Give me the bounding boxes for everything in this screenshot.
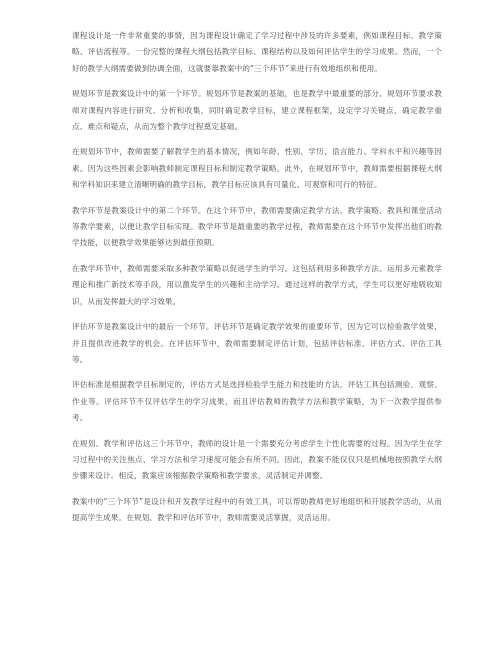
paragraph: 在教学环节中，教师需要采取多种教学策略以促进学生的学习。这包括利用多种教学方法、运用多元素教学理论和推广新技术等手段，用以激发学生的兴趣和主动学习。通过这样的教学方式，学生可以更好地吸收知识，从而发挥最大的学习效果。: [72, 263, 442, 306]
paragraph: 规划环节是教案设计中的第一个环节。规划环节是教案的基础，也是教学中最重要的部分。规划环节要求教师对课程内容进行研究、分析和收集，同时确定教学目标，建立课程框架，设定学习关键点，确定教学重点、难点和疑点，从而为整个教学过程奠定基础。: [72, 89, 442, 132]
paragraph: 课程设计是一件非常重要的事情，因为课程设计确定了学习过程中涉及的许多要素，例如课程目标、教学策略、评估流程等。一份完整的课程大纲包括教学目标、课程结构以及如何评估学生的学习成果。然而，一个好的教学大纲需要做到协调全面，这就要靠教案中的“三个环节”来进行有效地组织和使用。: [72, 31, 442, 73]
paragraph: 在规划环节中，教师需要了解教学生的基本情况，例如年龄、性别、学历、语言能力、学科水平和兴趣等因素。因为这些因素会影响教师制定课程目标和制定教学策略。此外，在规划环节中，教师需要根据课程大纲和学科知识来建立清晰明确的教学目标，教学目标应该具有可量化、可观察和可行的特征。: [72, 147, 442, 190]
paragraph: 评估标准是根据教学目标制定的，评估方式是选择检验学生能力和技能的方法，评估工具包括测验、观察、作业等。评估环节不仅评估学生的学习成果，而且评估教师的教学方法和教学策略，为下一次教学提供参考。: [72, 380, 442, 423]
paragraph: 教学环节是教案设计中的第二个环节。在这个环节中，教师需要确定教学方法、教学策略、教具和课堂活动等教学要素，以便让教学目标实现。教学环节是最重要的教学过程，教师需要在这个环节中发挥出他们的教学技能，以便教学效果能够达到最佳预期。: [72, 205, 442, 248]
paragraph: 评估环节是教案设计中的最后一个环节。评估环节是确定教学效果的重要环节，因为它可以检验教学效果，并且提供改进教学的机会。在评估环节中，教师需要制定评估计划，包括评估标准、评估方式、评估工具等。: [72, 322, 442, 364]
paragraph: 在规划、教学和评估这三个环节中，教师的设计是一个需要充分考虑学生个性化需要的过程。因为学生在学习过程中的关注焦点、学习方法和学习速度可能会有所不同。因此，教案不能仅仅只是机械地按照教学大纲步骤来设计。相反，教案应该根据教学策略和教学要求，灵活制定并调整。: [72, 438, 442, 481]
paragraph: 教案中的“三个环节”是设计和开发教学过程中的有效工具，可以帮助教师更好地组织和开展教学活动，从而提高学生成果。在规划、教学和评估环节中，教师需要灵活掌握，灵活运用。: [72, 496, 442, 523]
document-body: [72, 28, 442, 536]
